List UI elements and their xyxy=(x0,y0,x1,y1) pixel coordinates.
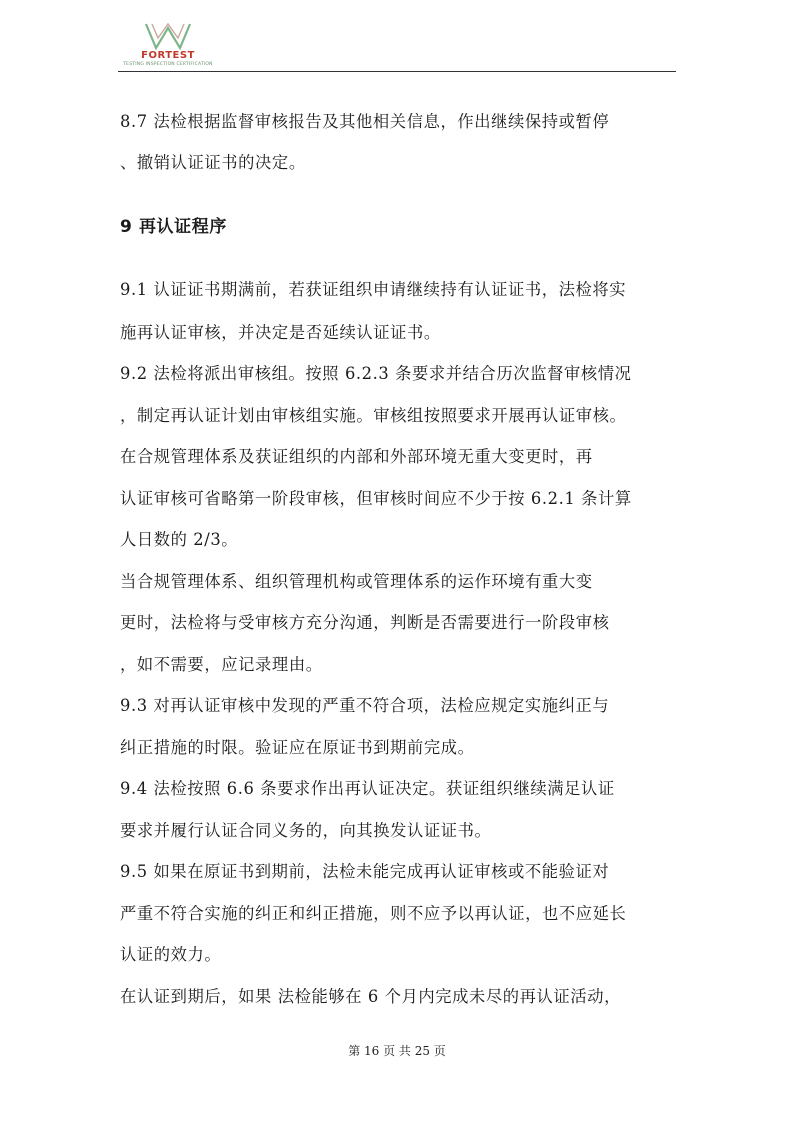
header-divider xyxy=(118,71,676,72)
fortest-logo xyxy=(118,22,218,72)
text-line: 、撤销认证证书的决定。 xyxy=(120,153,306,172)
text-line: 更时，法检将与受审核方充分沟通，判断是否需要进行一阶段审核 xyxy=(120,613,610,632)
text-line: 9.4 法检按照 6.6 条要求作出再认证决定。获证组织继续满足认证 xyxy=(120,779,615,798)
text-line: ，如不需要，应记录理由。 xyxy=(120,655,323,674)
text-line: 要求并履行认证合同义务的，向其换发认证证书。 xyxy=(120,821,492,840)
logo-name: FORTEST xyxy=(141,50,195,61)
text-line: 9.3 对再认证审核中发现的严重不符合项，法检应规定实施纠正与 xyxy=(120,696,610,715)
text-line: 认证审核可省略第一阶段审核，但审核时间应不少于按 6.2.1 条计算 xyxy=(120,489,632,508)
text-line: 当合规管理体系、组织管理机构或管理体系的运作环境有重大变 xyxy=(120,572,593,591)
text-line: 人日数的 2/3。 xyxy=(120,530,239,549)
text-line: 9.1 认证证书期满前，若获证组织申请继续持有认证证书，法检将实 xyxy=(120,280,627,299)
page-header xyxy=(118,18,678,74)
text-line: 9.2 法检将派出审核组。按照 6.2.3 条要求并结合历次监督审核情况 xyxy=(120,364,632,383)
text-line: 认证的效力。 xyxy=(120,945,222,964)
logo-mark-icon xyxy=(144,22,192,50)
text-line: 施再认证审核，并决定是否延续认证证书。 xyxy=(120,323,441,342)
logo-tagline: TESTING INSPECTION CERTIFICATION xyxy=(123,62,213,67)
text-line: ，制定再认证计划由审核组实施。审核组按照要求开展再认证审核。 xyxy=(120,406,627,425)
section-heading: 9 再认证程序 xyxy=(120,217,227,237)
page-number: 第 16 页 共 25 页 xyxy=(348,1044,446,1058)
text-line: 9.5 如果在原证书到期前，法检未能完成再认证审核或不能验证对 xyxy=(120,862,610,881)
text-line: 8.7 法检根据监督审核报告及其他相关信息，作出继续保持或暂停 xyxy=(120,112,610,131)
text-line: 严重不符合实施的纠正和纠正措施，则不应予以再认证，也不应延长 xyxy=(120,904,627,923)
text-line: 在认证到期后，如果 法检能够在 6 个月内完成未尽的再认证活动， xyxy=(120,987,621,1006)
text-line: 纠正措施的时限。验证应在原证书到期前完成。 xyxy=(120,738,475,757)
text-line: 在合规管理体系及获证组织的内部和外部环境无重大变更时，再 xyxy=(120,447,593,466)
